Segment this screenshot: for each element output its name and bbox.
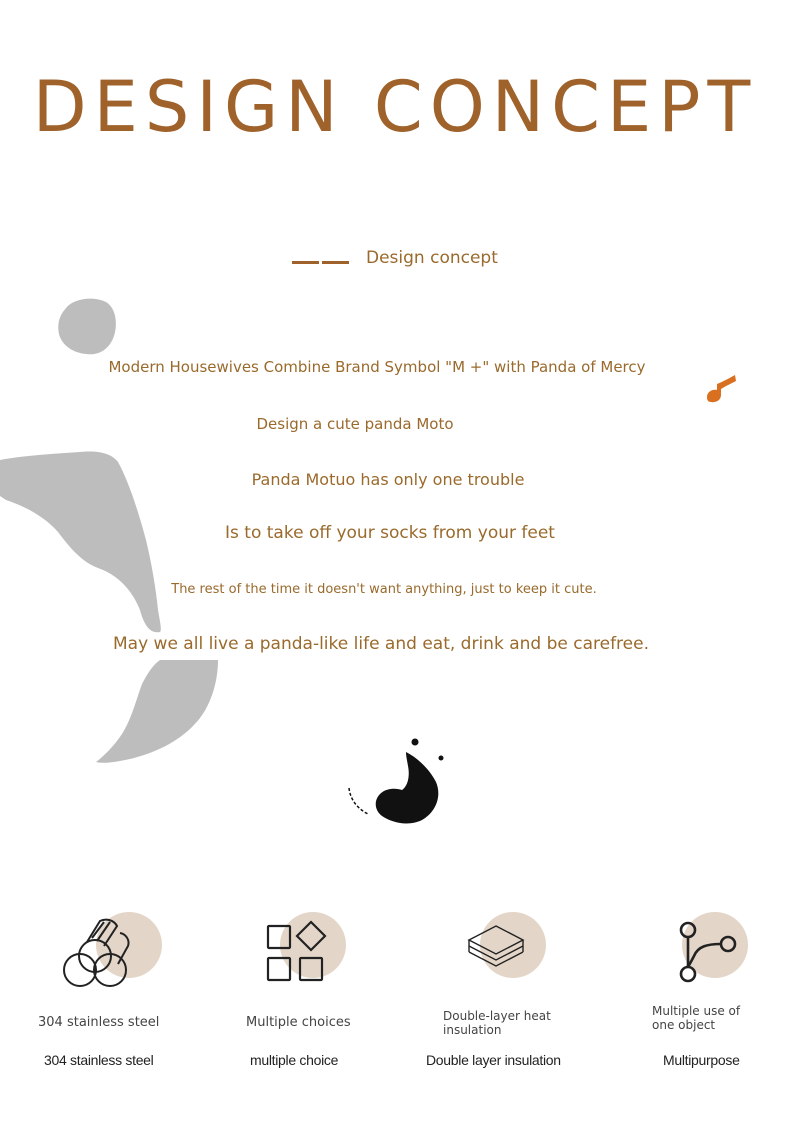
concept-line-4: Is to take off your socks from your feet [225, 523, 555, 543]
section-divider [292, 261, 350, 264]
layers-icon [466, 922, 526, 982]
branch-icon [674, 916, 740, 986]
concept-line-6: May we all live a panda-like life and eat, drink and be carefree. [112, 634, 649, 654]
feature-small-label-2: Multiple choices [246, 1015, 351, 1030]
concept-line-2: Design a cute panda Moto [256, 415, 454, 433]
section-label: Design concept [366, 248, 498, 268]
panda-logo-icon [346, 736, 450, 826]
feature-big-label-2: multiple choice [250, 1052, 339, 1068]
ink-blot-small [56, 296, 120, 358]
categories-icon [262, 918, 332, 988]
concept-line-1: Modern Housewives Combine Brand Symbol "M +" with Panda of Mercy [108, 358, 646, 376]
page-title: DESIGN CONCEPT [32, 66, 758, 148]
feature-big-label-1: 304 stainless steel [44, 1052, 154, 1068]
feature-big-label-4: Multipurpose [663, 1052, 740, 1068]
cylinders-icon [60, 916, 136, 992]
ink-brush-stroke-2 [94, 660, 220, 764]
feature-small-label-1: 304 stainless steel [38, 1015, 160, 1030]
music-note-icon [704, 374, 738, 404]
concept-line-3: Panda Motuo has only one trouble [251, 470, 525, 489]
feature-small-label-3: Double-layer heat insulation [443, 1009, 551, 1037]
feature-big-label-3: Double layer insulation [426, 1052, 561, 1068]
concept-line-5: The rest of the time it doesn't want anything, just to keep it cute. [171, 582, 597, 597]
feature-small-label-4: Multiple use of one object [652, 1004, 741, 1032]
